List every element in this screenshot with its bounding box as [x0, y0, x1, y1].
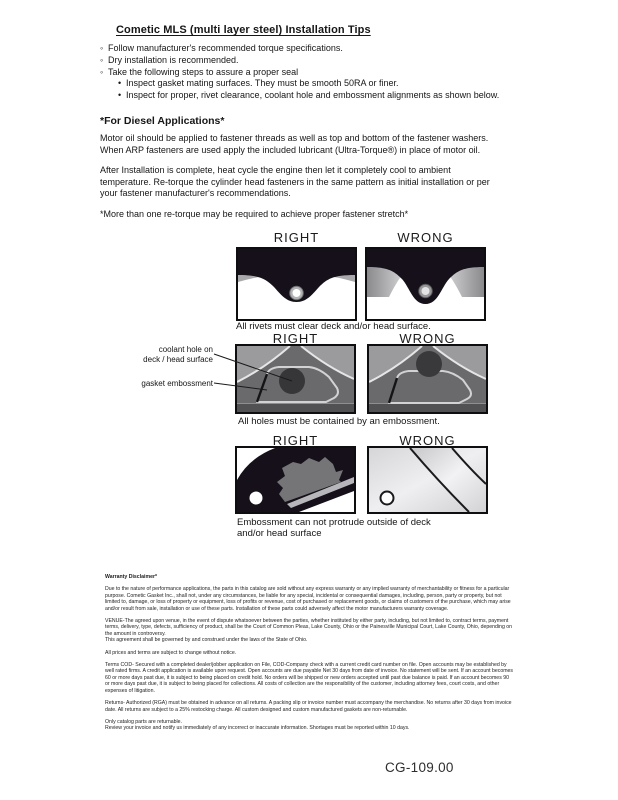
- disclaimer-paragraph: Review your invoice and notify us immediately of any incorrect or inaccurate information. Shortages must be reported within 10 days.: [105, 725, 410, 732]
- diesel-paragraph-1: Motor oil should be applied to fastener threads as well as top and bottom of the fastener washers. When ARP fasteners are used apply the included lubricant (Ultra-Torque®) in place of motor oil.: [100, 132, 489, 155]
- bullet-text: Inspect gasket mating surfaces. They must be smooth 50RA or finer.: [126, 78, 399, 89]
- bullet-text: Inspect for proper, rivet clearance, coolant hole and embossment alignments as shown below.: [126, 90, 500, 101]
- page-code: CG-109.00: [385, 760, 454, 775]
- diesel-applications-heading: *For Diesel Applications*: [100, 114, 225, 127]
- wrong-label: WRONG: [399, 331, 456, 346]
- list-item: [118, 78, 514, 90]
- disclaimer-heading: Warranty Disclaimer*: [105, 574, 157, 580]
- rivet-wrong-diagram: [365, 247, 486, 321]
- caption-line: Embossment can not protrude outside of deck: [237, 517, 431, 528]
- coolant-hole-figure: [120, 331, 490, 428]
- warranty-disclaimer-section: [105, 574, 515, 732]
- list-item: [100, 67, 514, 79]
- disclaimer-paragraph: Terms COD- Secured with a completed dealer/jobber application on File, COD-Company check with a current credit card number on file. Open accounts may be established by well rated firms. A credit application is available upon request. Open accounts are due payable Net 30 days from date of invoice. No statement will be sent. If an account becomes 60 or more days past due, it is subject to being placed on credit hold. No orders will be shipped or new orders accepted until past due balance is paid. If an account becomes 90 or more days past due, it is subject to being placed for collections. All costs of collection are the responsibility of the customer, including attorney fees, court costs, and other expenses of litigation.: [105, 662, 514, 694]
- embossment-protrusion-figure: [235, 433, 489, 541]
- rivet-right-diagram: [236, 247, 357, 321]
- disclaimer-paragraph: Due to the nature of performance applications, the parts in this catalog are sold without any express warranty or any implied warranty of merchantability or fitness for a particular purpose. Cometic Gasket Inc., shall not, under any circumstances, be liable for any special, incidental or consequential damages, including, person, party or property, but not limited to, damage, or loss of property or equipment, loss of profits or revenue, cost of purchased or replacement goods, or claims of customers of the purchase, which may arise and/or result from sale, installation or use of these parts. Installation of these parts could adversely affect the motor manufacturers warranty coverage.: [105, 586, 511, 612]
- figure-caption: All holes must be contained by an embossment.: [238, 416, 440, 427]
- bullet-marker: ◦: [100, 43, 104, 53]
- figure-caption: [237, 517, 487, 539]
- tips-list: [100, 43, 514, 102]
- wrong-label: WRONG: [399, 433, 456, 448]
- caption-line: and/or head surface: [237, 528, 322, 539]
- bullet-text: Dry installation is recommended.: [108, 54, 239, 65]
- bullet-marker: ◦: [100, 54, 104, 65]
- hole-right-diagram: [235, 344, 356, 414]
- bullet-text: Take the following steps to assure a proper seal: [108, 66, 299, 77]
- bullet-text: Follow manufacturer's recommended torque specifications.: [108, 43, 343, 53]
- wrong-label: WRONG: [397, 230, 454, 245]
- coolant-hole-callout: [120, 345, 213, 364]
- disclaimer-paragraph: VENUE-The agreed upon venue, in the event of dispute whatsoever between the parties, whether instituted by either party, including, but not limited to, contract terms, payment terms, delivery, type, defects, sufficiency of product, shall be the Court of Common Pleas, Lake County, Ohio or the Painesville Municipal Court, Lake County, Ohio, depending on the amount in controversy.: [105, 618, 513, 637]
- figure-caption: All rivets must clear deck and/or head surface.: [236, 321, 431, 332]
- right-label: RIGHT: [272, 433, 319, 448]
- disclaimer-paragraph: Only catalog parts are returnable.: [105, 718, 182, 725]
- disclaimer-paragraph: All prices and terms are subject to change without notice.: [105, 649, 237, 656]
- bullet-marker: •: [118, 90, 122, 101]
- list-item: [118, 90, 514, 102]
- list-item: [100, 43, 514, 55]
- hole-wrong-diagram: [367, 344, 488, 414]
- bullet-marker: ◦: [100, 66, 104, 77]
- disclaimer-paragraph: Returns- Authorized (RGA) must be obtained in advance on all returns. A packing slip or invoice number must accompany the merchandise. No returns after 30 days from invoice date. All returns are subject to a 25% restocking charge. All custom designed and custom manufactured gaskets are non-returnable.: [105, 700, 512, 713]
- disclaimer-paragraph: This agreement shall be governed by and construed under the laws of the State of Ohio.: [105, 637, 308, 644]
- right-label: RIGHT: [272, 331, 319, 346]
- gasket-embossment-callout: gasket embossment: [141, 379, 213, 388]
- embossment-wrong-diagram: [367, 446, 488, 514]
- page-title: Cometic MLS (multi layer steel) Installation Tips: [116, 24, 371, 36]
- list-item: [100, 55, 514, 67]
- diesel-paragraph-2: After Installation is complete, heat cycle the engine then let it completely cool to ambient temperature. Re-torque the cylinder head fasteners in the same pattern as initial installation or per your fastener manufacturer's recommendations.: [100, 165, 490, 199]
- installation-tips-section: [100, 24, 514, 230]
- right-label: RIGHT: [273, 230, 320, 245]
- retorque-note: *More than one re-torque may be required to achieve proper fastener stretch*: [100, 208, 409, 219]
- callout-line: deck / head surface: [143, 354, 213, 364]
- callout-line: coolant hole on: [158, 345, 213, 354]
- rivet-clearance-figure: [236, 230, 490, 336]
- embossment-right-diagram: [235, 446, 356, 514]
- bullet-marker: •: [118, 78, 122, 89]
